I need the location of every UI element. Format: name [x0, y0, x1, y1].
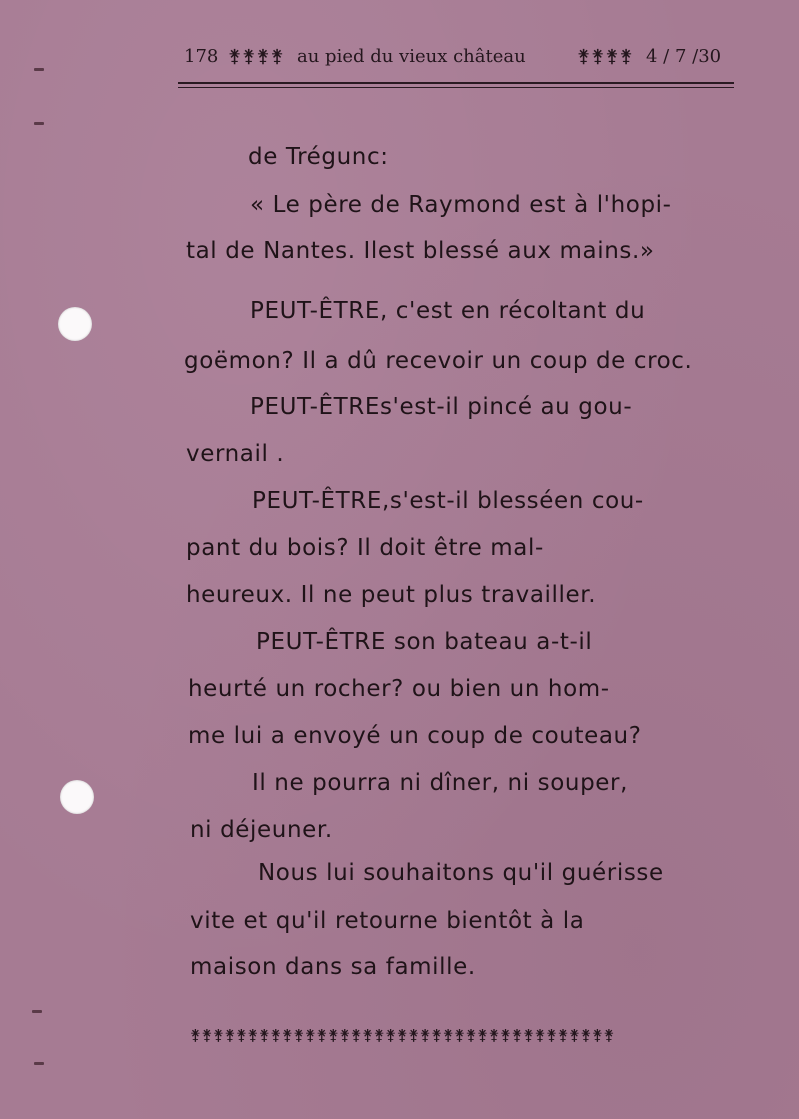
punch-hole-bottom — [60, 780, 94, 814]
text-line: PEUT-ÊTREs'est-il pincé au gou- — [250, 394, 633, 420]
text-line: PEUT-ÊTRE, c'est en récoltant du — [250, 298, 646, 324]
text-line: pant du bois? Il doit être mal- — [186, 535, 544, 561]
text-line: me lui a envoyé un coup de couteau? — [188, 723, 642, 749]
text-line: vite et qu'il retourne bientôt à la — [190, 908, 585, 934]
punch-hole-top — [58, 307, 92, 341]
footer-ornament-row: ⚵⚵⚵⚵⚵⚵⚵⚵⚵⚵⚵⚵⚵⚵⚵⚵⚵⚵⚵⚵⚵⚵⚵⚵⚵⚵⚵⚵⚵⚵⚵⚵⚵⚵⚵⚵⚵ — [190, 1026, 615, 1044]
header-ornament-right: ⚵⚵⚵⚵ — [577, 46, 634, 67]
text-line: maison dans sa famille. — [190, 954, 476, 980]
margin-mark — [32, 1010, 42, 1013]
margin-mark — [34, 122, 44, 125]
text-line: tal de Nantes. Ilest blessé aux mains.» — [186, 238, 655, 264]
text-line: vernail . — [186, 441, 285, 467]
header-ornament-left: ⚵⚵⚵⚵ — [228, 46, 285, 67]
text-line: goëmon? Il a dû recevoir un coup de croc. — [184, 348, 693, 374]
text-line: ni déjeuner. — [190, 817, 333, 843]
header-rule-thin — [178, 87, 734, 88]
text-line: Il ne pourra ni dîner, ni souper, — [252, 770, 628, 796]
text-line: PEUT-ÊTRE,s'est-il blesséen cou- — [252, 488, 644, 514]
header-date: 4 / 7 /30 — [646, 46, 722, 67]
running-header — [184, 46, 736, 74]
text-line: heurté un rocher? ou bien un hom- — [188, 676, 610, 702]
text-line: heureux. Il ne peut plus travailler. — [186, 582, 597, 608]
page-number: 178 — [184, 46, 219, 67]
header-title: au pied du vieux château — [297, 46, 526, 67]
text-line: de Trégunc: — [248, 144, 389, 170]
margin-mark — [34, 1062, 44, 1065]
text-line: Nous lui souhaitons qu'il guérisse — [258, 860, 664, 886]
margin-mark — [34, 68, 44, 71]
text-line: « Le père de Raymond est à l'hopi- — [250, 192, 672, 218]
header-rule — [178, 82, 734, 84]
text-line: PEUT-ÊTRE son bateau a-t-il — [256, 629, 593, 655]
